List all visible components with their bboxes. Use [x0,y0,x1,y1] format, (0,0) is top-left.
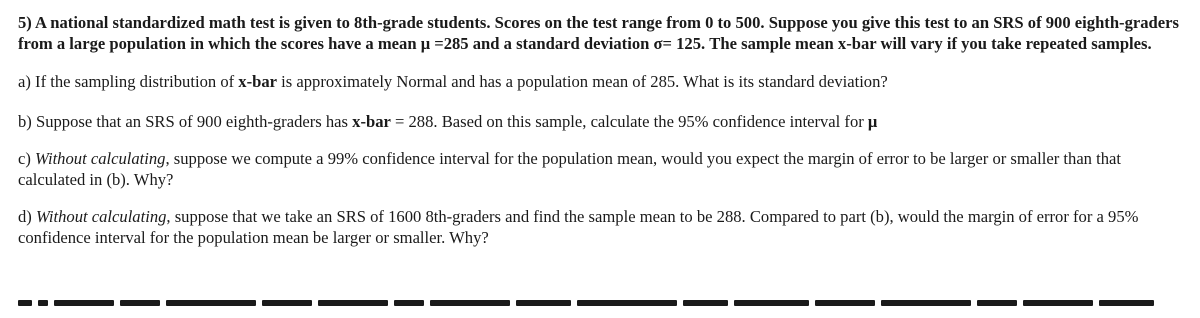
part-b-xbar: x-bar [352,112,391,131]
part-a-text-start: a) If the sampling distribution of [18,72,239,91]
part-d [18,206,1188,248]
part-c-prefix: c) [18,149,36,168]
part-b-text-end: = 288. Based on this sample, calculate the 95% confidence interval for [390,112,868,131]
part-d-prefix: d) [18,207,36,226]
problem-document [18,12,1188,248]
part-b-text-start: b) Suppose that an SRS of 900 eighth-graders has [18,112,353,131]
cut-off-next-line [18,298,1188,318]
part-a-xbar: x-bar [238,72,278,91]
problem-intro: 5) A national standardized math test is given to 8th-grade students. Scores on the test range from 0 to 500. Suppose you give this test to an SRS of 900 eighth-graders from a large population in which the scores have a mean μ =285 and a standard deviation σ= 125. The sample mean x-bar will vary if you take repeated samples. [18,13,1179,53]
part-d-italic: Without calculating [35,207,167,226]
part-b [18,111,1188,132]
part-c-italic: Without calculating [35,149,166,168]
part-b-mu: μ [867,112,878,131]
part-c-text: , suppose we compute a 99% confidence interval for the population mean, would you expect the margin of error to be larger or smaller than that calculated in (b). Why? [18,149,1122,189]
part-a [18,71,1188,92]
part-c [18,148,1188,190]
part-a-text-end: is approximately Normal and has a population mean of 285. What is its standard deviation? [277,72,888,91]
part-d-text: , suppose that we take an SRS of 1600 8th-graders and find the sample mean to be 288. Compared to part (b), would the margin of error for a 95% confidence interval for the population mean be larger or smaller. Why? [18,207,1139,247]
